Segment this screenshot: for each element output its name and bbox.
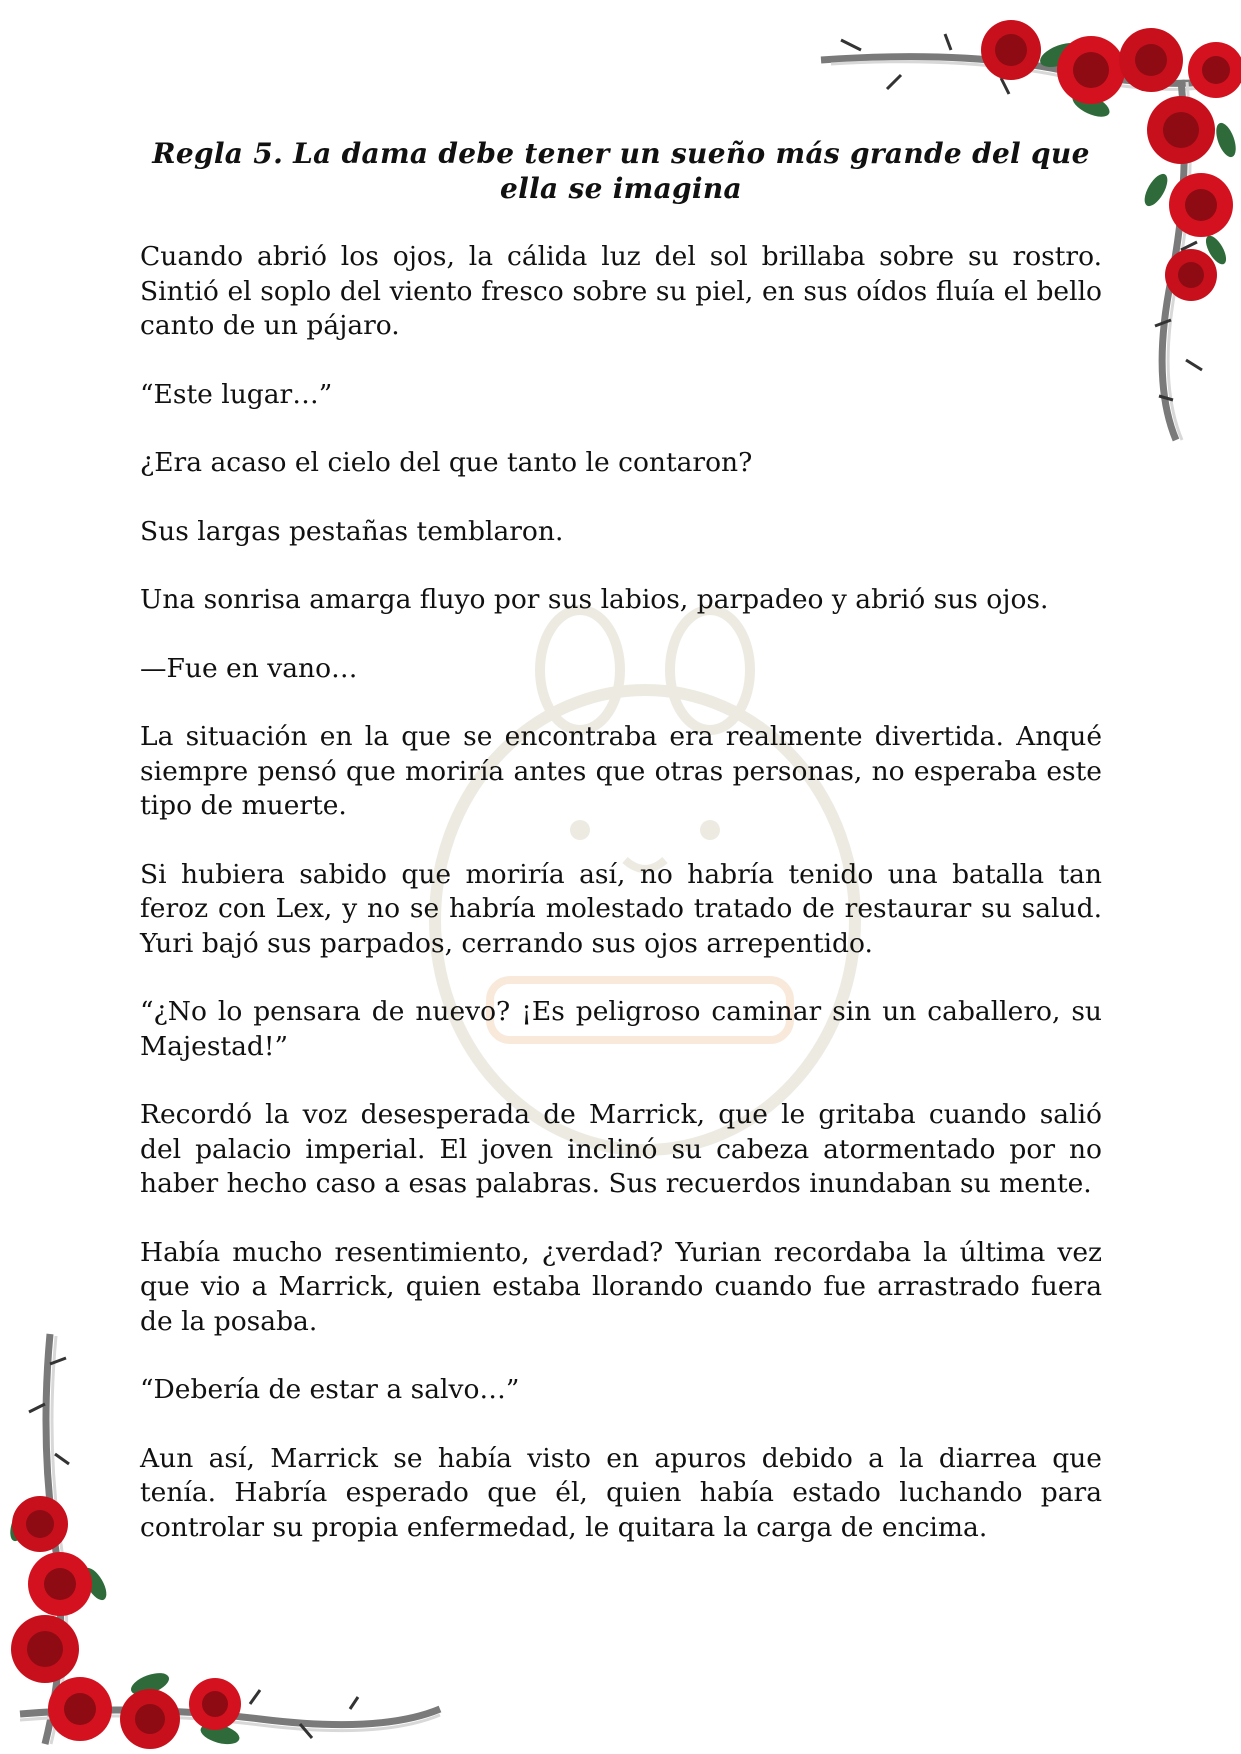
- paragraph: Había mucho resentimiento, ¿verdad? Yurian recordaba la última vez que vio a Marrick, quien estaba llorando cuando fue arrastrado fuera de la posaba.: [140, 1236, 1102, 1337]
- paragraph: ¿Era acaso el cielo del que tanto le contaron?: [140, 447, 753, 478]
- paragraph: Sus largas pestañas temblaron.: [140, 515, 564, 547]
- paragraph: Si hubiera sabido que moriría así, no habría tenido una batalla tan feroz con Lex, y no se habría molestado tratado de restaurar su salud. Yuri bajó sus parpados, cerrando sus ojos arrepentido.: [140, 858, 1102, 959]
- paragraph: “Debería de estar a salvo…”: [140, 1374, 520, 1405]
- paragraph: La situación en la que se encontraba era realmente divertida. Anqué siempre pensó que moriría antes que otras personas, no esperaba este tipo de muerte.: [140, 721, 1102, 821]
- paragraph: Recordó la voz desesperada de Marrick, que le gritaba cuando salió del palacio imperial. El joven inclinó su cabeza atormentado por no haber hecho caso a esas palabras. Sus recuerdos inundaban su mente.: [140, 1099, 1102, 1199]
- paragraph: “Este lugar…”: [140, 378, 333, 410]
- chapter-title: Regla 5. La dama debe tener un sueño más grande del que ella se imagina: [152, 137, 1090, 205]
- paragraph: Aun así, Marrick se había visto en apuros debido a la diarrea que tenía. Habría esperado que él, quien había estado luchando para controlar su propia enfermedad, le quitara la carga de encima.: [140, 1442, 1102, 1543]
- document-body: [140, 240, 1102, 1579]
- paragraph: —Fue en vano…: [140, 652, 358, 684]
- paragraph: Cuando abrió los ojos, la cálida luz del sol brillaba sobre su rostro. Sintió el soplo del viento fresco sobre su piel, en sus oídos fluía el bello canto de un pájaro.: [140, 241, 1102, 341]
- paragraph: “¿No lo pensara de nuevo? ¡Es peligroso caminar sin un caballero, su Majestad!”: [140, 996, 1102, 1062]
- paragraph: Una sonrisa amarga fluyo por sus labios, parpadeo y abrió sus ojos.: [140, 584, 1049, 615]
